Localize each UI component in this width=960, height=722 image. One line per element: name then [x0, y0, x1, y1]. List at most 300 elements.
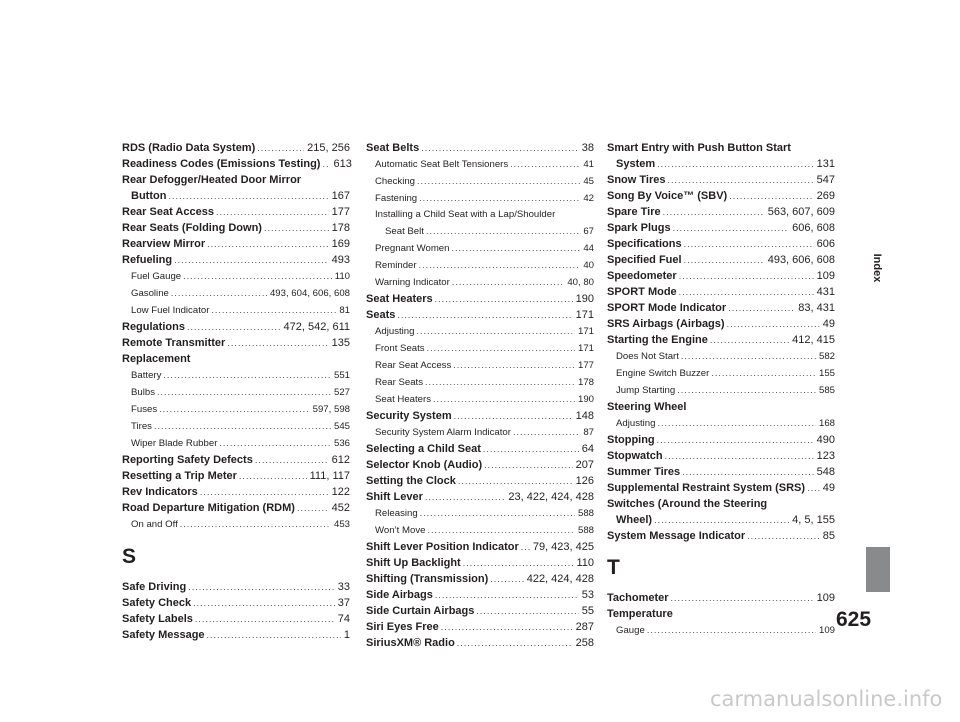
leader-dots: [216, 204, 329, 220]
entry-pages: 472, 542, 611: [283, 321, 350, 333]
index-entry: [366, 603, 594, 619]
index-subentry: [366, 505, 594, 522]
index-entry: [122, 204, 350, 220]
leader-dots: [433, 391, 575, 408]
index-entry: [122, 579, 350, 595]
entry-term: SRS Airbags (Airbags): [607, 318, 725, 330]
index-entry: [122, 172, 350, 188]
leader-dots: [211, 302, 336, 319]
entry-pages: 67: [583, 226, 594, 237]
entry-term: Side Curtain Airbags: [366, 605, 475, 617]
entry-term: System: [616, 158, 656, 170]
index-entry: [366, 473, 594, 489]
index-entry: [607, 188, 835, 204]
leader-dots: [647, 622, 816, 639]
entry-pages: 148: [575, 410, 594, 422]
leader-dots: [510, 156, 580, 173]
leader-dots: [397, 307, 572, 323]
entry-term: Rearview Mirror: [122, 238, 206, 250]
index-entry: [607, 606, 835, 622]
leader-dots: [420, 505, 575, 522]
index-entry: [366, 307, 594, 323]
index-subentry: [366, 240, 594, 257]
section-letter-s: S: [122, 545, 137, 568]
index-entry: [366, 457, 594, 473]
entry-pages: 131: [816, 158, 835, 170]
leader-dots: [728, 300, 795, 316]
entry-pages: 597, 598: [312, 404, 350, 415]
leader-dots: [171, 285, 267, 302]
entry-pages: 588: [577, 525, 594, 536]
leader-dots: [417, 173, 580, 190]
index-subentry: [366, 190, 594, 207]
entry-term: Setting the Clock: [366, 475, 456, 487]
entry-pages: 64: [581, 443, 594, 455]
entry-term: Jump Starting: [616, 385, 676, 396]
entry-pages: 41: [583, 159, 594, 170]
entry-pages: 109: [816, 592, 835, 604]
leader-dots: [729, 188, 813, 204]
index-entry: [366, 571, 594, 587]
entry-term: Checking: [375, 176, 415, 187]
leader-dots: [322, 156, 330, 172]
entry-term: SPORT Mode: [607, 286, 677, 298]
index-entry: [366, 539, 594, 555]
entry-term: Selecting a Child Seat: [366, 443, 481, 455]
entry-term: Button: [131, 190, 167, 202]
index-entry: [607, 236, 835, 252]
index-entry: [607, 300, 835, 316]
index-subentry: [122, 516, 350, 533]
entry-term: Tachometer: [607, 592, 669, 604]
entry-term: On and Off: [131, 519, 178, 530]
leader-dots: [207, 627, 341, 643]
leader-dots: [174, 252, 329, 268]
entry-term: Bulbs: [131, 387, 155, 398]
entry-pages: 536: [333, 438, 350, 449]
entry-pages: 190: [575, 293, 594, 305]
entry-term: Safety Labels: [122, 613, 193, 625]
entry-term: Does Not Start: [616, 351, 679, 362]
section-marker-box: [866, 547, 890, 592]
index-subentry: [607, 622, 835, 639]
entry-term: Seat Belt: [385, 226, 424, 237]
entry-pages: 606, 608: [792, 222, 835, 234]
entry-term: Steering Wheel: [607, 401, 687, 413]
entry-term: Seat Heaters: [366, 293, 433, 305]
entry-term: Resetting a Trip Meter: [122, 470, 237, 482]
entry-pages: 269: [816, 190, 835, 202]
index-entry: [122, 500, 350, 516]
entry-term: Gasoline: [131, 288, 169, 299]
leader-dots: [219, 435, 331, 452]
entries-s-more: [607, 140, 835, 544]
index-entry: [607, 448, 835, 464]
index-entry: [122, 351, 350, 367]
index-entry: [122, 236, 350, 252]
leader-dots: [679, 268, 814, 284]
index-entry: [122, 156, 350, 172]
leader-dots: [425, 374, 575, 391]
entry-term: Battery: [131, 370, 162, 381]
leader-dots: [257, 140, 304, 156]
index-entry: [122, 335, 350, 351]
index-entry: [366, 555, 594, 571]
entry-term: Song By Voice™ (SBV): [607, 190, 728, 202]
entry-pages: 53: [581, 589, 594, 601]
leader-dots: [673, 220, 790, 236]
section-letter-t: T: [607, 556, 620, 579]
entry-term: Shift Lever Position Indicator: [366, 541, 519, 553]
leader-dots: [264, 220, 329, 236]
entry-term: Shift Lever: [366, 491, 423, 503]
entry-pages: 452: [331, 502, 350, 514]
index-subentry: [366, 274, 594, 291]
leader-dots: [681, 348, 816, 365]
entry-term: Security System: [366, 410, 452, 422]
entry-term: Speedometer: [607, 270, 677, 282]
index-subentry: [122, 268, 350, 285]
entry-pages: 49: [822, 482, 835, 494]
index-entry: [607, 464, 835, 480]
leader-dots: [663, 204, 765, 220]
entry-pages: 109: [816, 270, 835, 282]
entry-term: Rear Defogger/Heated Door Mirror: [122, 174, 302, 186]
leader-dots: [657, 415, 816, 432]
entry-term: Rear Seat Access: [375, 360, 452, 371]
entry-term: Rear Seats: [375, 377, 423, 388]
entry-pages: 527: [333, 387, 350, 398]
entry-pages: 545: [333, 421, 350, 432]
entry-pages: 23, 422, 424, 428: [508, 491, 594, 503]
entry-pages: 547: [816, 174, 835, 186]
index-entry: [607, 156, 835, 172]
entry-pages: 83, 431: [798, 302, 835, 314]
index-entry: [122, 452, 350, 468]
entry-pages: 563, 607, 609: [767, 206, 835, 218]
leader-dots: [451, 240, 580, 257]
index-entry: [366, 635, 594, 651]
index-entry: [607, 590, 835, 606]
index-subentry: [122, 367, 350, 384]
entry-pages: 122: [331, 486, 350, 498]
index-subentry: [122, 384, 350, 401]
entry-pages: 33: [337, 581, 350, 593]
leader-dots: [255, 452, 329, 468]
entry-pages: 606: [816, 238, 835, 250]
index-entry: [122, 484, 350, 500]
entry-pages: 85: [822, 530, 835, 542]
entry-term: Starting the Engine: [607, 334, 708, 346]
entry-term: Safe Driving: [122, 581, 187, 593]
entry-pages: 493, 604, 606, 608: [269, 288, 350, 299]
leader-dots: [684, 252, 765, 268]
leader-dots: [483, 441, 579, 457]
index-subentry: [607, 382, 835, 399]
entry-term: Tires: [131, 421, 152, 432]
index-subentry: [122, 285, 350, 302]
entry-pages: 613: [333, 158, 352, 170]
entry-pages: 74: [337, 613, 350, 625]
leader-dots: [710, 332, 789, 348]
index-column-3: [607, 140, 835, 639]
leader-dots: [453, 357, 575, 374]
leader-dots: [427, 522, 575, 539]
index-subentry: [366, 522, 594, 539]
leader-dots: [452, 274, 564, 291]
entries-s: [122, 579, 350, 643]
leader-dots: [297, 500, 329, 516]
entry-term: Adjusting: [375, 326, 415, 337]
entry-pages: 40, 80: [567, 277, 594, 288]
entry-term: Pregnant Women: [375, 243, 450, 254]
index-column-1: [122, 140, 350, 643]
entry-term: Seat Heaters: [375, 394, 431, 405]
entry-pages: 155: [818, 368, 835, 379]
entry-pages: 493: [331, 254, 350, 266]
leader-dots: [239, 468, 307, 484]
entry-term: Temperature: [607, 608, 673, 620]
index-subentry: [366, 173, 594, 190]
leader-dots: [187, 319, 281, 335]
entry-pages: 215, 256: [307, 142, 350, 154]
entry-pages: 42: [583, 193, 594, 204]
leader-dots: [671, 590, 814, 606]
entry-pages: 171: [575, 309, 594, 321]
entry-term: Readiness Codes (Emissions Testing): [122, 158, 321, 170]
entry-term: Specifications: [607, 238, 682, 250]
entry-pages: 582: [818, 351, 835, 362]
leader-dots: [457, 635, 573, 651]
leader-dots: [416, 323, 575, 340]
leader-dots: [682, 464, 813, 480]
index-subentry: [122, 302, 350, 319]
index-entry: [607, 140, 835, 156]
entry-term: Rev Indicators: [122, 486, 198, 498]
entry-pages: 4, 5, 155: [792, 514, 835, 526]
leader-dots: [665, 448, 814, 464]
leader-dots: [180, 516, 331, 533]
entry-pages: 177: [577, 360, 594, 371]
entry-pages: 258: [575, 637, 594, 649]
entry-pages: 49: [822, 318, 835, 330]
index-entry: [607, 172, 835, 188]
leader-dots: [168, 188, 328, 204]
leader-dots: [711, 365, 816, 382]
index-subentry: [366, 156, 594, 173]
entry-pages: 110: [334, 271, 350, 282]
index-entry: [122, 140, 350, 156]
entry-pages: 44: [583, 243, 594, 254]
entry-term: Stopwatch: [607, 450, 663, 462]
entry-pages: 79, 423, 425: [532, 541, 594, 553]
index-subentry: [607, 415, 835, 432]
entry-pages: 207: [575, 459, 594, 471]
leader-dots: [657, 432, 814, 448]
leader-dots: [679, 284, 814, 300]
entries-t: [607, 590, 835, 639]
leader-dots: [425, 489, 506, 505]
entry-pages: 490: [816, 434, 835, 446]
index-entry: [607, 316, 835, 332]
index-subentry: [122, 435, 350, 452]
entry-term: Spark Plugs: [607, 222, 671, 234]
entry-pages: 167: [331, 190, 350, 202]
index-entry: [607, 432, 835, 448]
index-entry: [366, 291, 594, 307]
entry-term: Rear Seats (Folding Down): [122, 222, 262, 234]
entry-pages: 171: [577, 343, 594, 354]
index-entry: [122, 188, 350, 204]
leader-dots: [427, 340, 575, 357]
index-entry: [607, 496, 835, 512]
entry-term: Fuses: [131, 404, 158, 415]
entry-term: Stopping: [607, 434, 655, 446]
entry-term: Low Fuel Indicator: [131, 305, 210, 316]
leader-dots: [421, 140, 579, 156]
leader-dots: [657, 156, 814, 172]
leader-dots: [435, 291, 573, 307]
leader-dots: [807, 480, 820, 496]
entry-pages: 171: [577, 326, 594, 337]
entry-term: Road Departure Mitigation (RDM): [122, 502, 295, 514]
entry-pages: 87: [583, 427, 594, 438]
index-subentry: [366, 340, 594, 357]
entry-pages: 38: [581, 142, 594, 154]
entry-term: Front Seats: [375, 343, 425, 354]
entry-term: Reminder: [375, 260, 417, 271]
entry-term: Siri Eyes Free: [366, 621, 439, 633]
entry-pages: 548: [816, 466, 835, 478]
entry-pages: 190: [577, 394, 594, 405]
entries-s-cont: [366, 140, 594, 651]
index-entry: [366, 619, 594, 635]
leader-dots: [183, 268, 332, 285]
entry-pages: 169: [331, 238, 350, 250]
entry-term: SPORT Mode Indicator: [607, 302, 727, 314]
leader-dots: [667, 172, 813, 188]
index-subentry: [366, 257, 594, 274]
entry-term: Security System Alarm Indicator: [375, 427, 511, 438]
entry-term: Seat Belts: [366, 142, 420, 154]
leader-dots: [677, 382, 816, 399]
entry-pages: 177: [331, 206, 350, 218]
leader-dots: [159, 401, 310, 418]
entry-term: RDS (Radio Data System): [122, 142, 256, 154]
leader-dots: [654, 512, 789, 528]
entry-term: Fuel Gauge: [131, 271, 182, 282]
entry-pages: 109: [818, 625, 835, 636]
leader-dots: [157, 384, 331, 401]
index-entry: [607, 252, 835, 268]
entry-pages: 422, 424, 428: [526, 573, 594, 585]
entry-term: Side Airbags: [366, 589, 433, 601]
entry-term: Reporting Safety Defects: [122, 454, 253, 466]
entry-pages: 1: [343, 629, 350, 641]
index-entry: [122, 611, 350, 627]
entry-pages: 585: [818, 385, 835, 396]
leader-dots: [207, 236, 328, 252]
entry-term: Wiper Blade Rubber: [131, 438, 218, 449]
entry-term: SiriusXM® Radio: [366, 637, 455, 649]
index-subentry: [366, 323, 594, 340]
index-entry: [607, 204, 835, 220]
entry-term: Fastening: [375, 193, 418, 204]
index-column-2: [366, 140, 594, 651]
leader-dots: [463, 555, 574, 571]
leader-dots: [458, 473, 573, 489]
entry-term: Replacement: [122, 353, 191, 365]
entry-term: Wheel): [616, 514, 653, 526]
index-entry: [366, 441, 594, 457]
leader-dots: [441, 619, 573, 635]
index-entry: [607, 512, 835, 528]
index-entry: [122, 220, 350, 236]
index-entry: [366, 489, 594, 505]
entry-pages: 110: [576, 557, 594, 569]
entry-pages: 431: [816, 286, 835, 298]
entry-pages: 135: [331, 337, 350, 349]
entry-term: Remote Transmitter: [122, 337, 226, 349]
leader-dots: [419, 190, 580, 207]
entry-term: Safety Check: [122, 597, 192, 609]
leader-dots: [435, 587, 579, 603]
entry-pages: 453: [333, 519, 350, 530]
entry-pages: 123: [816, 450, 835, 462]
entry-pages: 37: [337, 597, 350, 609]
leader-dots: [193, 595, 335, 611]
entry-term: Rear Seat Access: [122, 206, 214, 218]
entry-term: Adjusting: [616, 418, 656, 429]
index-subentry: [122, 401, 350, 418]
index-entry: [366, 587, 594, 603]
index-entry: [607, 528, 835, 544]
index-entry: [366, 408, 594, 424]
index-entry: [122, 252, 350, 268]
entry-pages: 81: [339, 305, 350, 316]
entry-term: Releasing: [375, 508, 418, 519]
entry-term: Seats: [366, 309, 396, 321]
entry-term: Refueling: [122, 254, 173, 266]
leader-dots: [490, 571, 523, 587]
entry-term: Spare Tire: [607, 206, 661, 218]
entry-pages: 55: [581, 605, 594, 617]
entry-term: Engine Switch Buzzer: [616, 368, 710, 379]
entry-term: Gauge: [616, 625, 645, 636]
entry-pages: 126: [575, 475, 594, 487]
entry-term: Safety Message: [122, 629, 205, 641]
leader-dots: [419, 257, 581, 274]
index-entry: [122, 627, 350, 643]
index-subentry: [122, 418, 350, 435]
index-entry: [607, 220, 835, 236]
entry-pages: 168: [818, 418, 835, 429]
entry-pages: 40: [583, 260, 594, 271]
entry-pages: 111, 117: [309, 470, 350, 482]
index-entry: [122, 319, 350, 335]
entry-pages: 588: [577, 508, 594, 519]
leader-dots: [188, 579, 335, 595]
index-subentry: [366, 374, 594, 391]
entry-term: System Message Indicator: [607, 530, 746, 542]
index-side-tab: Index: [871, 253, 883, 283]
leader-dots: [200, 484, 329, 500]
leader-dots: [154, 418, 331, 435]
leader-dots: [521, 539, 530, 555]
entry-term: Selector Knob (Audio): [366, 459, 483, 471]
entry-term: Automatic Seat Belt Tensioners: [375, 159, 509, 170]
entry-pages: 45: [583, 176, 594, 187]
